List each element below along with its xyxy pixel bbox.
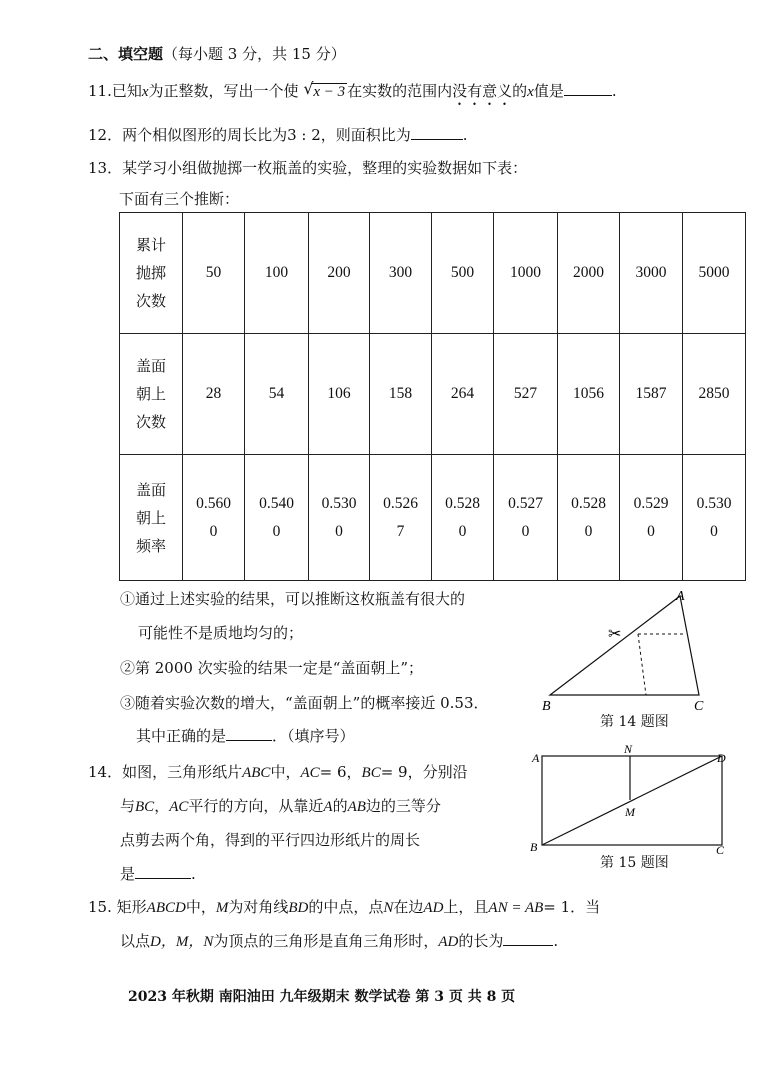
- fig14-caption: 第 14 题图: [600, 714, 669, 730]
- table-cell: 54: [245, 334, 309, 455]
- q11-text: 已知: [111, 82, 142, 100]
- q11-text: 在实数的范围内: [347, 82, 453, 100]
- table-cell: 3000: [620, 213, 683, 334]
- table-cell: 106: [309, 334, 370, 455]
- question-14-line4: 是 .: [120, 865, 196, 883]
- figure-15: [526, 742, 736, 854]
- table-cell: 0.560 0: [183, 455, 245, 581]
- question-14-line2: 与BC，AC平行的方向，从靠近A的AB边的三等分: [120, 797, 441, 815]
- table-cell: 1000: [494, 213, 558, 334]
- table-cell: 2000: [558, 213, 620, 334]
- table-cell: 200: [309, 213, 370, 334]
- label-n: N: [624, 742, 633, 756]
- label-b: B: [542, 699, 551, 714]
- table-cell: 5000: [683, 213, 746, 334]
- table-row: [120, 334, 746, 455]
- inference-3: ③随着实验次数的增大，“盖面朝上”的概率接近 0.53．: [120, 694, 489, 712]
- q12-text: 两个相似图形的周长比为3 : 2，则面积比为: [122, 126, 411, 144]
- question-15-line1: 15. 矩形ABCD中，M为对角线BD的中点，点N在边AD上，且AN = AB= 1．当: [88, 898, 601, 916]
- answer-blank[interactable]: [564, 81, 612, 96]
- table-cell: 1587: [620, 334, 683, 455]
- table-cell: 500: [432, 213, 494, 334]
- cut-line-2: [638, 634, 646, 695]
- table-cell: 264: [432, 334, 494, 455]
- table-cell: 300: [370, 213, 432, 334]
- row-header: 盖面 朝上 频率: [120, 455, 183, 581]
- inference-1b: 可能性不是质地均匀的；: [138, 624, 304, 642]
- page-footer: 2023 年秋期 南阳油田 九年级期末 数学试卷 第 3 页 共 8 页: [128, 989, 516, 1005]
- question-number: 14．: [88, 763, 123, 781]
- radicand: x − 3: [313, 84, 346, 100]
- answer-blank[interactable]: [226, 726, 272, 741]
- q13-subtext: 下面有三个推断：: [119, 190, 240, 208]
- label-a: A: [532, 751, 540, 765]
- table-cell: 2850: [683, 334, 746, 455]
- table-cell: 0.526 7: [370, 455, 432, 581]
- sqrt-expression: [303, 79, 347, 101]
- label-m: M: [625, 805, 635, 819]
- figure-14: [536, 586, 716, 728]
- question-14-line3: 点剪去两个角，得到的平行四边形纸片的周长: [120, 831, 421, 849]
- table-row: [120, 213, 746, 334]
- ask-end: ．（填序号）: [272, 727, 355, 745]
- table-cell: 0.540 0: [245, 455, 309, 581]
- inference-2: ②第 2000 次实验的结果一定是“盖面朝上”；: [120, 659, 424, 677]
- question-number: 15.: [88, 898, 112, 916]
- q13-text: 某学习小组做抛掷一枚瓶盖的实验，整理的实验数据如下表：: [122, 159, 528, 177]
- q11-end: .: [611, 82, 617, 100]
- table-cell: 0.527 0: [494, 455, 558, 581]
- label-b: B: [530, 840, 538, 854]
- answer-blank[interactable]: [411, 125, 463, 140]
- inference-1a: ①通过上述实验的结果，可以推断这枚瓶盖有很大的: [120, 590, 466, 608]
- table-cell: 0.528 0: [432, 455, 494, 581]
- row-header: 盖面 朝上 次数: [120, 334, 183, 455]
- q12-end: .: [462, 126, 468, 144]
- table-cell: 0.530 0: [309, 455, 370, 581]
- table-row: [120, 455, 746, 581]
- table-cell: 158: [370, 334, 432, 455]
- question-12: [88, 124, 468, 145]
- emphasis-text: 没有意义: [452, 82, 513, 100]
- table-cell: 100: [245, 213, 309, 334]
- question-14-line1: 14．如图，三角形纸片ABC中，AC= 6，BC= 9，分别沿: [88, 763, 468, 781]
- q11-text: 值是: [533, 82, 564, 100]
- scissors-icon: ✂: [608, 626, 622, 643]
- table-cell: 50: [183, 213, 245, 334]
- answer-blank[interactable]: [135, 864, 191, 879]
- radical-sign: √: [303, 79, 314, 98]
- q11-var: x: [527, 84, 534, 100]
- label-a: A: [676, 589, 685, 604]
- table-cell: 28: [183, 334, 245, 455]
- row-header: 累计 抛掷 次数: [120, 213, 183, 334]
- label-c: C: [694, 699, 704, 714]
- q11-text: 为正整数，写出一个使: [148, 82, 299, 100]
- section-title: 二、填空题: [88, 45, 164, 63]
- table-cell: 527: [494, 334, 558, 455]
- question-number: 11.: [88, 82, 112, 100]
- question-number: 12．: [88, 126, 123, 144]
- section-note: （每小题 3 分，共 15 分）: [163, 45, 346, 63]
- inference-question: [136, 725, 355, 746]
- table-cell: 0.530 0: [683, 455, 746, 581]
- label-c: C: [716, 843, 725, 854]
- fig15-caption: 第 15 题图: [600, 855, 669, 871]
- table-cell: 0.529 0: [620, 455, 683, 581]
- question-13: [88, 157, 527, 178]
- table-cell: 0.528 0: [558, 455, 620, 581]
- diagonal-bd: [542, 756, 722, 845]
- triangle-abc: [550, 596, 699, 695]
- question-number: 13．: [88, 159, 123, 177]
- answer-blank[interactable]: [503, 931, 553, 946]
- ask-text: 其中正确的是: [136, 727, 227, 745]
- table-cell: 1056: [558, 334, 620, 455]
- section-header: [88, 43, 346, 64]
- label-d: D: [717, 751, 726, 765]
- question-15-line2: 以点D，M，N为顶点的三角形是直角三角形时，AD的长为 .: [120, 932, 559, 950]
- experiment-table: [119, 212, 746, 581]
- q11-text: 的: [512, 82, 528, 100]
- q11-var: x: [141, 84, 149, 100]
- question-11: [88, 80, 617, 109]
